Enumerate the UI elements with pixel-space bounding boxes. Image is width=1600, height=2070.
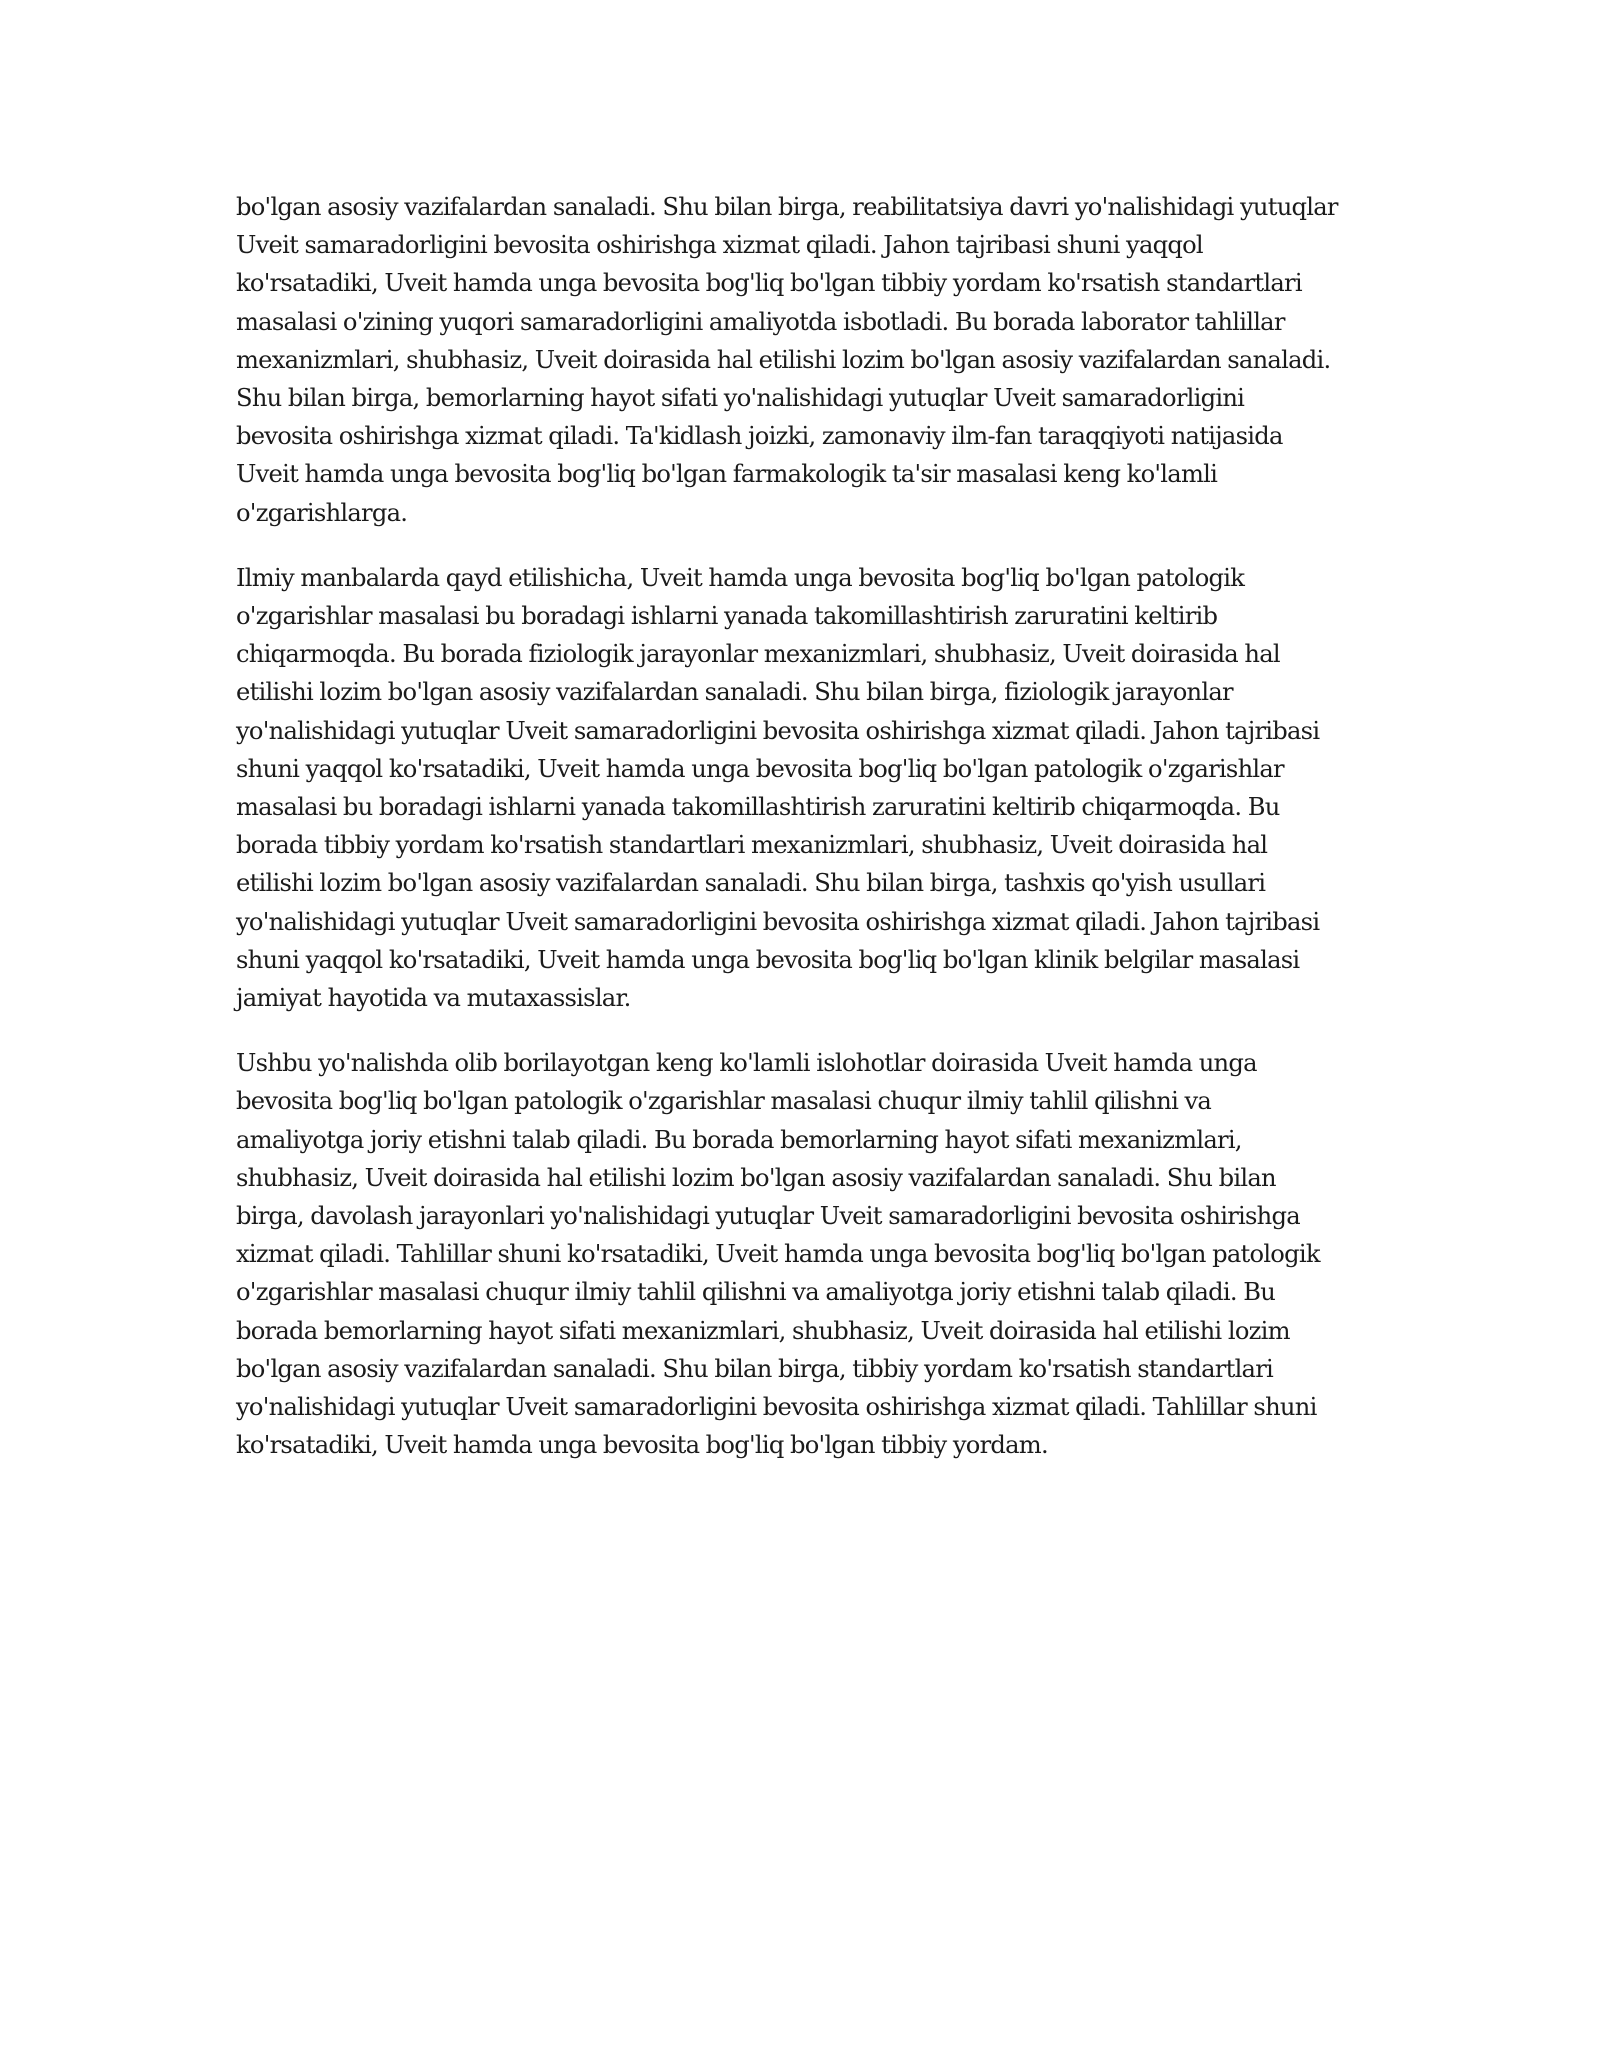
- text-line: Uveit samaradorligini bevosita oshirishga xizmat qiladi. Jahon tajribasi shuni yaqqol: [236, 231, 1203, 260]
- text-line: bevosita oshirishga xizmat qiladi. Ta'kidlash joizki, zamonaviy ilm-fan taraqqiyoti natijasida: [236, 422, 1283, 451]
- text-line: Shu bilan birga, bemorlarning hayot sifati yo'nalishidagi yutuqlar Uveit samaradorligini: [236, 384, 1245, 413]
- text-line: xizmat qiladi. Tahlillar shuni ko'rsatadiki, Uveit hamda unga bevosita bog'liq bo'lgan patologik: [236, 1240, 1320, 1269]
- text-line: etilishi lozim bo'lgan asosiy vazifalardan sanaladi. Shu bilan birga, tashxis qo'yish usullari: [236, 869, 1266, 898]
- text-line: yo'nalishidagi yutuqlar Uveit samaradorligini bevosita oshirishga xizmat qiladi. Jahon tajribasi: [236, 907, 1320, 936]
- text-line: borada bemorlarning hayot sifati mexanizmlari, shubhasiz, Uveit doirasida hal etilishi lozim: [236, 1316, 1290, 1345]
- text-line: shubhasiz, Uveit doirasida hal etilishi lozim bo'lgan asosiy vazifalardan sanaladi. Shu bilan: [236, 1163, 1276, 1192]
- text-line: shuni yaqqol ko'rsatadiki, Uveit hamda unga bevosita bog'liq bo'lgan patologik o'zgarishlar: [236, 754, 1284, 783]
- text-line: mexanizmlari, shubhasiz, Uveit doirasida hal etilishi lozim bo'lgan asosiy vazifalardan sanaladi.: [236, 345, 1331, 374]
- paragraph-2: [236, 559, 1384, 1017]
- text-line: ko'rsatadiki, Uveit hamda unga bevosita bog'liq bo'lgan tibbiy yordam ko'rsatish standartlari: [236, 269, 1302, 298]
- text-line: Ilmiy manbalarda qayd etilishicha, Uveit hamda unga bevosita bog'liq bo'lgan patologik: [236, 563, 1245, 592]
- text-line: chiqarmoqda. Bu borada fiziologik jarayonlar mexanizmlari, shubhasiz, Uveit doirasida hal: [236, 640, 1280, 669]
- text-line: bevosita bog'liq bo'lgan patologik o'zgarishlar masalasi chuqur ilmiy tahlil qilishni va: [236, 1087, 1212, 1116]
- text-line: etilishi lozim bo'lgan asosiy vazifalardan sanaladi. Shu bilan birga, fiziologik jarayonlar: [236, 678, 1233, 707]
- text-line: o'zgarishlar masalasi bu boradagi ishlarni yanada takomillashtirish zaruratini keltirib: [236, 602, 1218, 631]
- text-line: amaliyotga joriy etishni talab qiladi. Bu borada bemorlarning hayot sifati mexanizmlari,: [236, 1125, 1242, 1154]
- text-line: yo'nalishidagi yutuqlar Uveit samaradorligini bevosita oshirishga xizmat qiladi. Tahlillar shuni: [236, 1393, 1317, 1422]
- text-line: jamiyat hayotida va mutaxassislar.: [236, 984, 631, 1013]
- text-line: masalasi o'zining yuqori samaradorligini amaliyotda isbotladi. Bu borada laborator tahlillar: [236, 307, 1285, 336]
- text-line: Uveit hamda unga bevosita bog'liq bo'lgan farmakologik ta'sir masalasi keng ko'lamli: [236, 460, 1218, 489]
- text-line: borada tibbiy yordam ko'rsatish standartlari mexanizmlari, shubhasiz, Uveit doirasida hal: [236, 831, 1268, 860]
- text-line: masalasi bu boradagi ishlarni yanada takomillashtirish zaruratini keltirib chiqarmoqda. Bu: [236, 793, 1280, 822]
- text-line: o'zgarishlarga.: [236, 498, 408, 527]
- text-line: bo'lgan asosiy vazifalardan sanaladi. Shu bilan birga, reabilitatsiya davri yo'nalishidagi yutuqlar: [236, 193, 1338, 221]
- paragraph-1: [236, 188, 1384, 532]
- text-line: yo'nalishidagi yutuqlar Uveit samaradorligini bevosita oshirishga xizmat qiladi. Jahon tajribasi: [236, 716, 1320, 745]
- text-line: o'zgarishlar masalasi chuqur ilmiy tahlil qilishni va amaliyotga joriy etishni talab qiladi. Bu: [236, 1278, 1276, 1307]
- body-text: [236, 188, 1384, 1492]
- text-line: Ushbu yo'nalishda olib borilayotgan keng ko'lamli islohotlar doirasida Uveit hamda unga: [236, 1049, 1257, 1078]
- text-line: ko'rsatadiki, Uveit hamda unga bevosita bog'liq bo'lgan tibbiy yordam.: [236, 1431, 1048, 1460]
- text-line: shuni yaqqol ko'rsatadiki, Uveit hamda unga bevosita bog'liq bo'lgan klinik belgilar masalasi: [236, 945, 1300, 974]
- text-line: bo'lgan asosiy vazifalardan sanaladi. Shu bilan birga, tibbiy yordam ko'rsatish standartlari: [236, 1354, 1274, 1383]
- text-line: birga, davolash jarayonlari yo'nalishidagi yutuqlar Uveit samaradorligini bevosita oshirishga: [236, 1202, 1300, 1231]
- paragraph-3: [236, 1044, 1384, 1464]
